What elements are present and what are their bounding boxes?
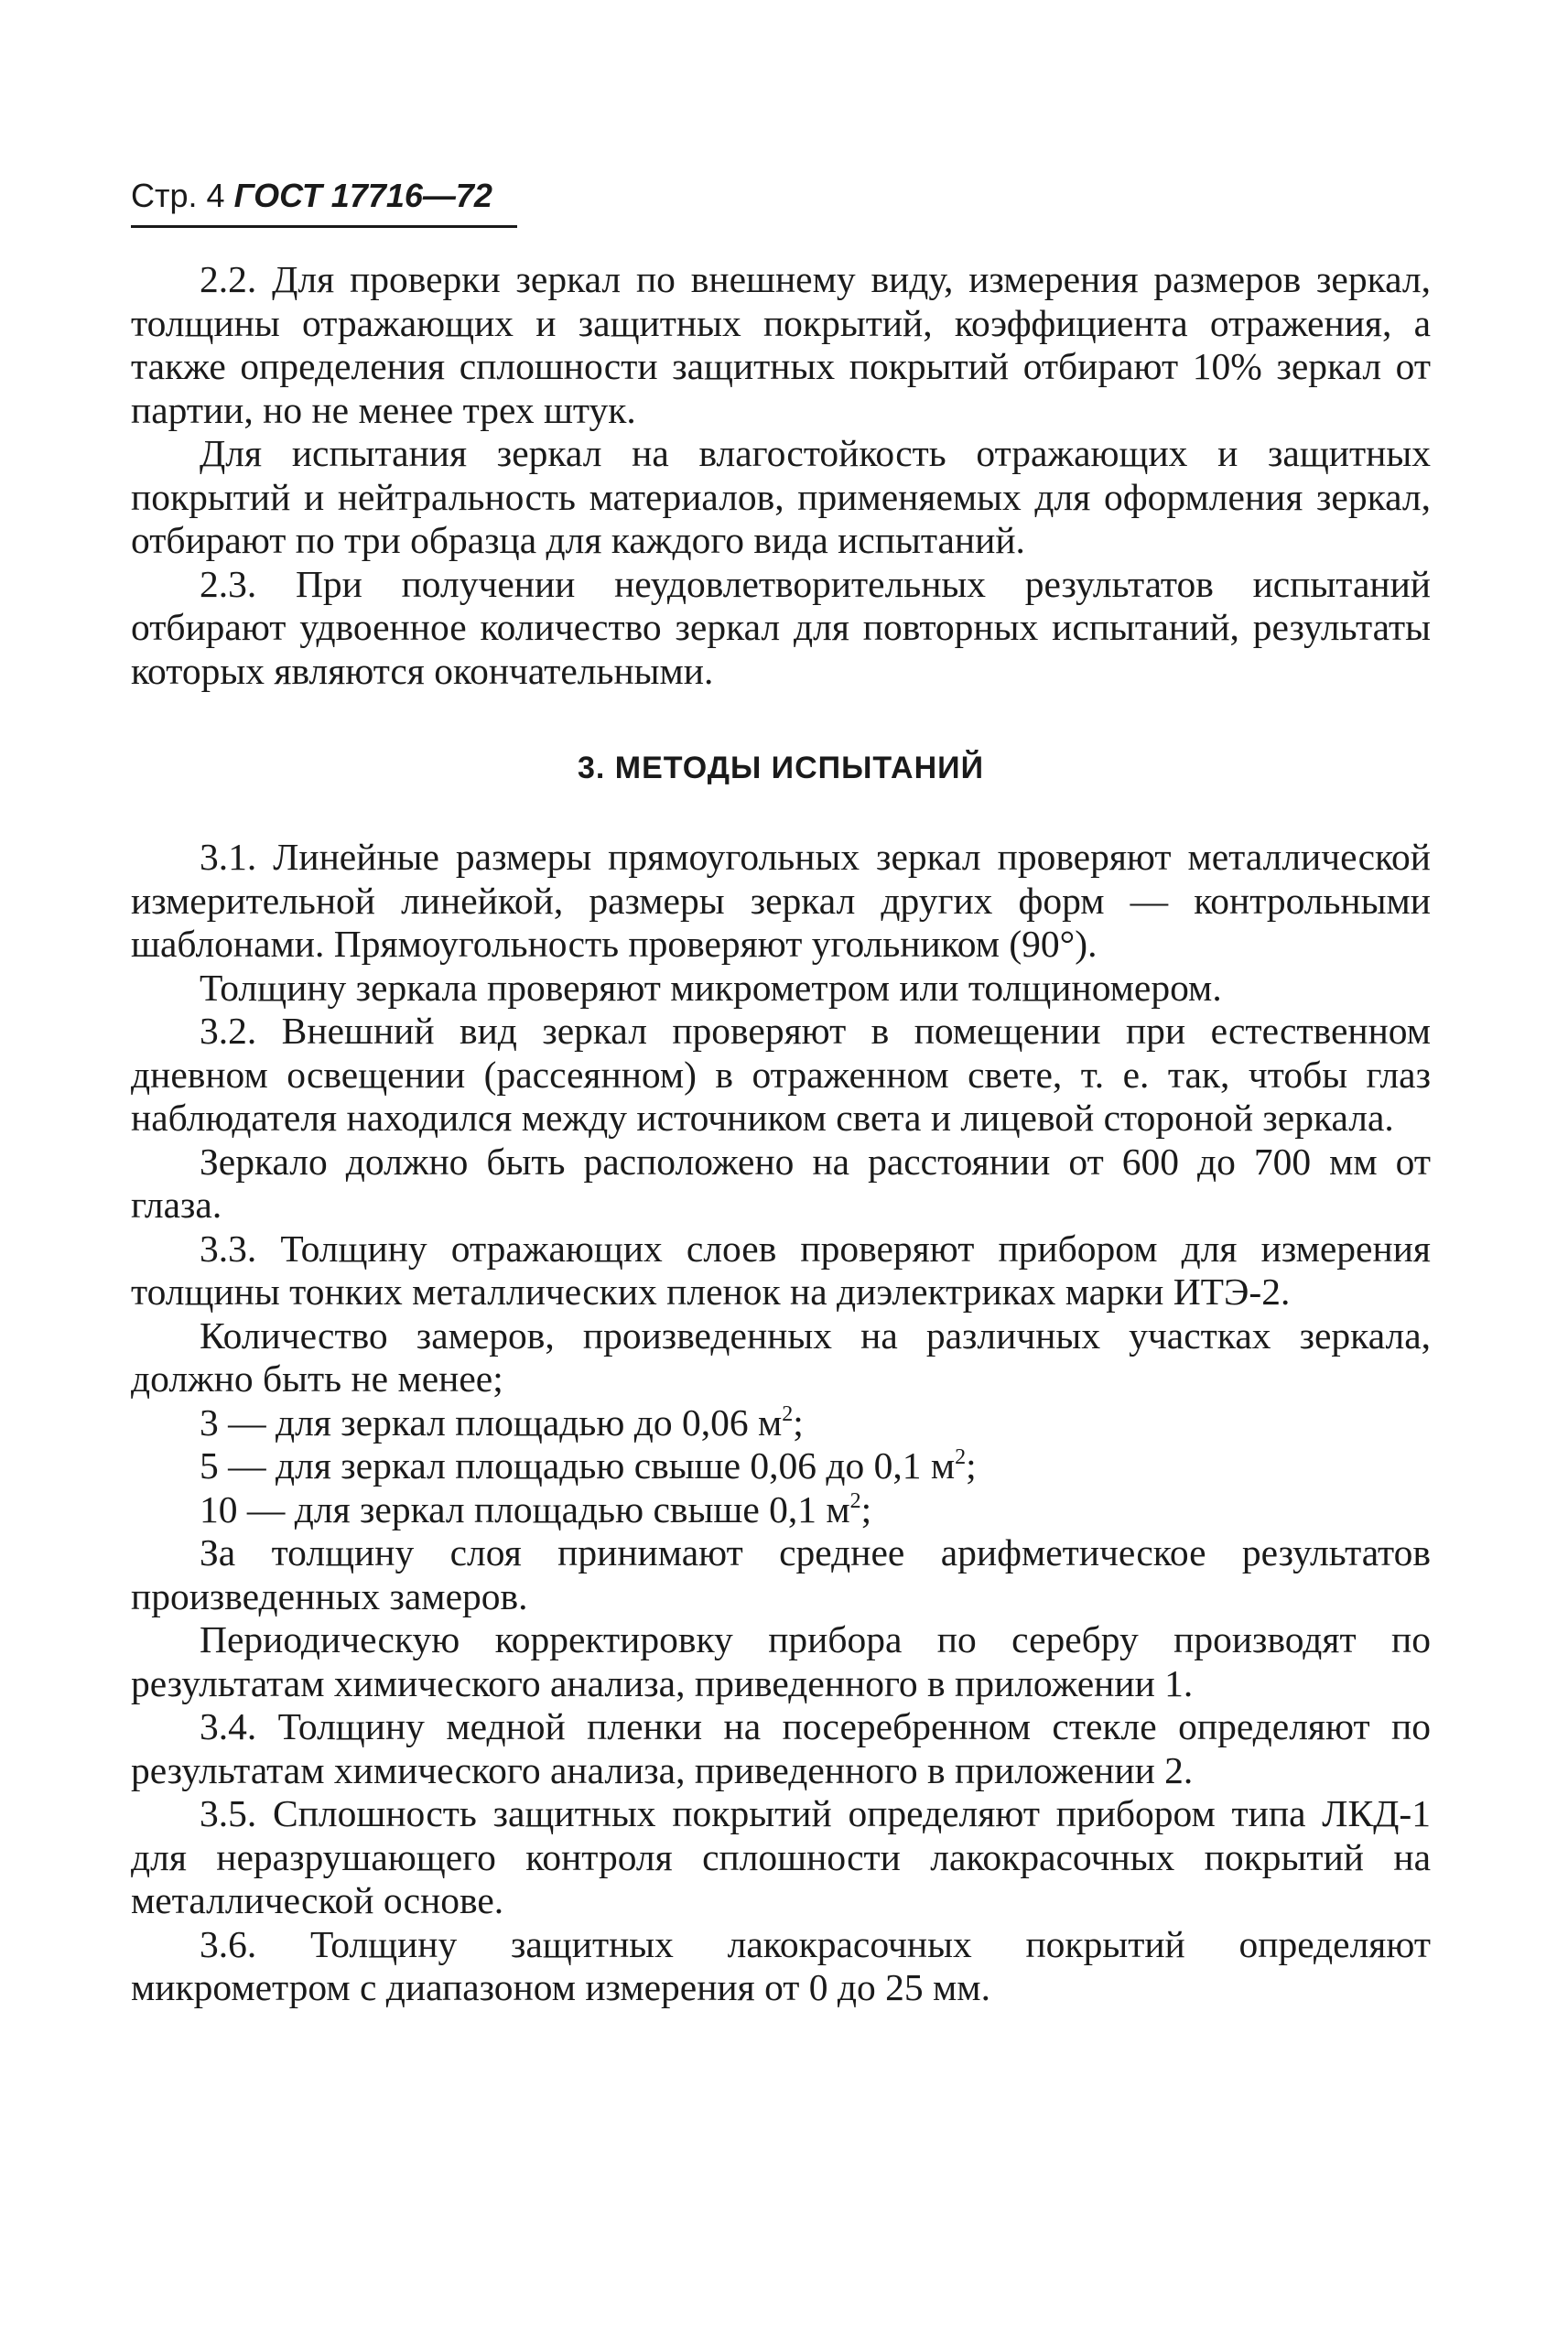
paragraph-3-3-cont: Количество замеров, произведенных на различных участках зеркала, должно быть не менее; bbox=[131, 1314, 1431, 1400]
paragraph-2-3: 2.3. При получении неудовлетворительных результатов испытаний отбирают удвоенное количество зеркал для повторных испытаний, результаты которых являются окончательными. bbox=[131, 562, 1431, 692]
paragraph-3-5: 3.5. Сплошность защитных покрытий определяют прибором типа ЛКД-1 для неразрушающего контроля сплошности лакокрасочных покрытий на металлической основе. bbox=[131, 1792, 1431, 1921]
document-body bbox=[131, 258, 1431, 2010]
paragraph-calibration: Периодическую корректировку прибора по серебру производят по результатам химического анализа, приведенного в приложении 1. bbox=[131, 1618, 1431, 1704]
section-title: 3. МЕТОДЫ ИСПЫТАНИЙ bbox=[578, 751, 984, 785]
paragraph-2-2: 2.2. Для проверки зеркал по внешнему виду, измерения размеров зеркал, толщины отражающих и защитных покрытий, коэффициента отражения, а также определения сплошности защитных покрытий отбирают 10% зеркал от партии, но не менее трех штук. bbox=[131, 258, 1431, 431]
paragraph-3-2: 3.2. Внешний вид зеркал проверяют в помещении при естественном дневном освещении (рассеянном) в отраженном свете, т. е. так, чтобы глаз наблюдателя находился между источником света и лицевой стороной зеркала. bbox=[131, 1010, 1431, 1139]
list-item: 10 — для зеркал площадью свыше 0,1 $м^2$; bbox=[200, 1487, 872, 1530]
paragraph-3-3: 3.3. Толщину отражающих слоев проверяют прибором для измерения толщины тонких металлических пленок на диэлектриках марки ИТЭ-2. bbox=[131, 1227, 1431, 1313]
paragraph-3-6: 3.6. Толщину защитных лакокрасочных покрытий определяют микрометром с диапазоном измерения от 0 до 25 мм. bbox=[131, 1922, 1431, 2008]
header-rule bbox=[131, 225, 517, 228]
page-number-label: Стр. 4 bbox=[131, 177, 225, 214]
list-item: 5 — для зеркал площадью свыше 0,06 до 0,1 $м^2$; bbox=[200, 1444, 977, 1487]
page-header bbox=[131, 176, 515, 216]
standard-code: ГОСТ 17716—72 bbox=[233, 177, 492, 214]
paragraph-average: За толщину слоя принимают среднее арифметическое результатов произведенных замеров. bbox=[131, 1531, 1431, 1617]
paragraph-3-2-cont: Зеркало должно быть расположено на расстоянии от 600 до 700 мм от глаза. bbox=[131, 1140, 1431, 1226]
paragraph-3-1-cont: Толщину зеркала проверяют микрометром или толщиномером. bbox=[200, 966, 1222, 1009]
paragraph-3-4: 3.4. Толщину медной пленки на посеребренном стекле определяют по результатам химического анализа, приведенного в приложении 2. bbox=[131, 1705, 1431, 1791]
paragraph-3-1: 3.1. Линейные размеры прямоугольных зеркал проверяют металлической измерительной линейкой, размеры зеркал других форм — контрольными шаблонами. Прямоугольность проверяют угольником (90°). bbox=[131, 836, 1431, 965]
paragraph-2-2-cont: Для испытания зеркал на влагостойкость отражающих и защитных покрытий и нейтральность материалов, применяемых для оформления зеркал, отбирают по три образца для каждого вида испытаний. bbox=[131, 432, 1431, 561]
list-item: 3 — для зеркал площадью до 0,06 $м^2$; bbox=[200, 1400, 804, 1444]
